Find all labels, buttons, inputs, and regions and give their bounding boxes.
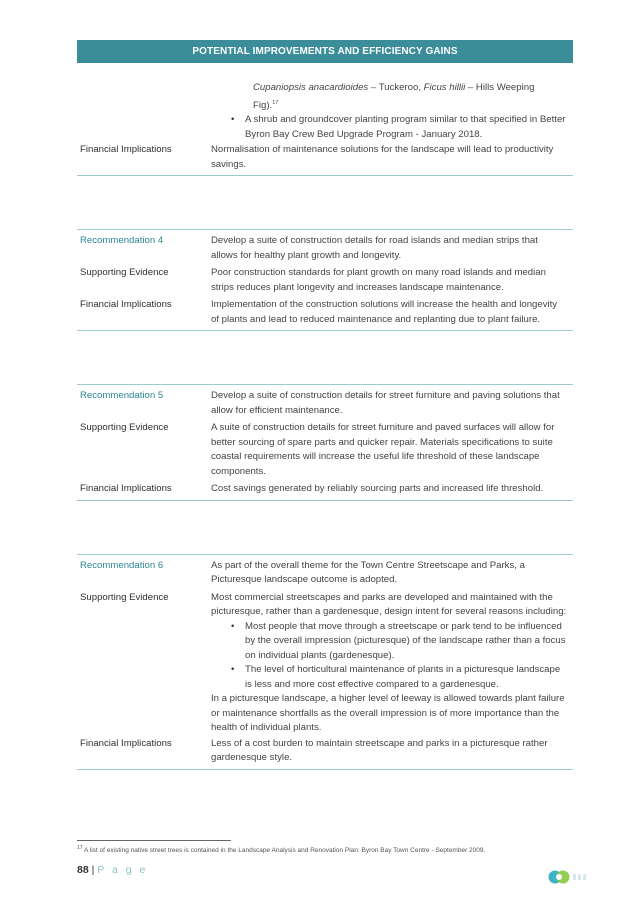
recommendation-title: As part of the overall theme for the Town Centre Streetscape and Parks, a Picturesque landscape outcome is adopted.: [211, 559, 525, 586]
footnote-ref: 17: [272, 99, 279, 106]
financial-label: Financial Implications: [80, 144, 172, 156]
recommendation-title: Develop a suite of construction details for street furniture and paving solutions that allow for efficient maintenance.: [211, 390, 560, 416]
page-number: 88 | P a g e: [77, 864, 148, 876]
evidence-label: Supporting Evidence: [80, 422, 169, 434]
recommendation-5: [77, 384, 573, 501]
evidence-label: Supporting Evidence: [80, 267, 169, 279]
recommendation-4: [77, 229, 573, 331]
evidence-outro: In a picturesque landscape, a higher level of leeway is allowed towards plant failure or maintenance shortfalls as the overall impression is of more importance than the health of individual plants.: [211, 693, 565, 734]
divider: [77, 175, 573, 176]
species-line: Cupaniopsis anacardioides – Tuckeroo, Ficus hillii – Hills Weeping Fig).$^{17}$: [253, 82, 535, 111]
evidence-text: Poor construction standards for plant growth on many road islands and median strips reduces plant longevity and increases landscape maintenance.: [211, 267, 546, 293]
footnote: $^{17}$ A list of existing native street trees is contained in the Landscape Analysis and Renovation Plan: Byron Bay Town Centre - September 2009.: [77, 845, 486, 855]
evidence-bullets: [211, 620, 567, 693]
recommendation-title: Develop a suite of construction details for road islands and median strips that allows for healthy plant growth and longevity.: [211, 235, 538, 261]
recommendation-label: Recommendation 5: [80, 390, 164, 402]
evidence-intro: Most commercial streetscapes and parks are developed and maintained with the picturesque, rather than a gardenesque, design intent for several reasons including:: [211, 591, 567, 618]
recommendation-label: Recommendation 6: [80, 559, 164, 571]
section-header: POTENTIAL IMPROVEMENTS AND EFFICIENCY GAINS: [77, 40, 573, 63]
footnote-divider: [77, 840, 231, 841]
evidence-label: Supporting Evidence: [80, 591, 169, 603]
list-item: • Most people that move through a streetscape or park tend to be influenced by the overall impression (picturesque) of the landscape rather than a focus on individual plants (gardenesque).: [211, 620, 567, 664]
recommendation-label: Recommendation 4: [80, 235, 164, 247]
financial-text: Normalisation of maintenance solutions for the landscape will lead to productivity savings.: [211, 144, 554, 170]
divider: [77, 330, 573, 331]
continuation-block: [77, 63, 573, 176]
financial-label: Financial Implications: [80, 737, 172, 749]
divider: [77, 769, 573, 770]
list-item: • A shrub and groundcover planting program similar to that specified in Better Byron Bay Crew Bed Upgrade Program - January 2018.: [211, 113, 567, 142]
company-logo-icon: [548, 869, 594, 885]
list-item: • The level of horticultural maintenance of plants in a picturesque landscape is less and more cost effective compared to a gardenesque.: [211, 663, 567, 692]
report-page: [77, 40, 573, 770]
financial-text: Cost savings generated by reliably sourcing parts and increased life threshold.: [211, 483, 544, 495]
financial-label: Financial Implications: [80, 299, 172, 311]
financial-text: Implementation of the construction solutions will increase the health and longevity of plants and lead to reduced maintenance and replanting due to plant failure.: [211, 299, 558, 325]
financial-label: Financial Implications: [80, 483, 172, 495]
recommendation-6: [77, 554, 573, 770]
divider: [77, 500, 573, 501]
evidence-text: A suite of construction details for street furniture and paved surfaces will allow for better sourcing of spare parts and quicker repair. Materials specifications to suite coastal requirements will increase the useful life threshold of these landscape components.: [211, 422, 555, 477]
financial-text: Less of a cost burden to maintain streetscape and parks in a picturesque rather gardenesque style.: [211, 737, 548, 764]
